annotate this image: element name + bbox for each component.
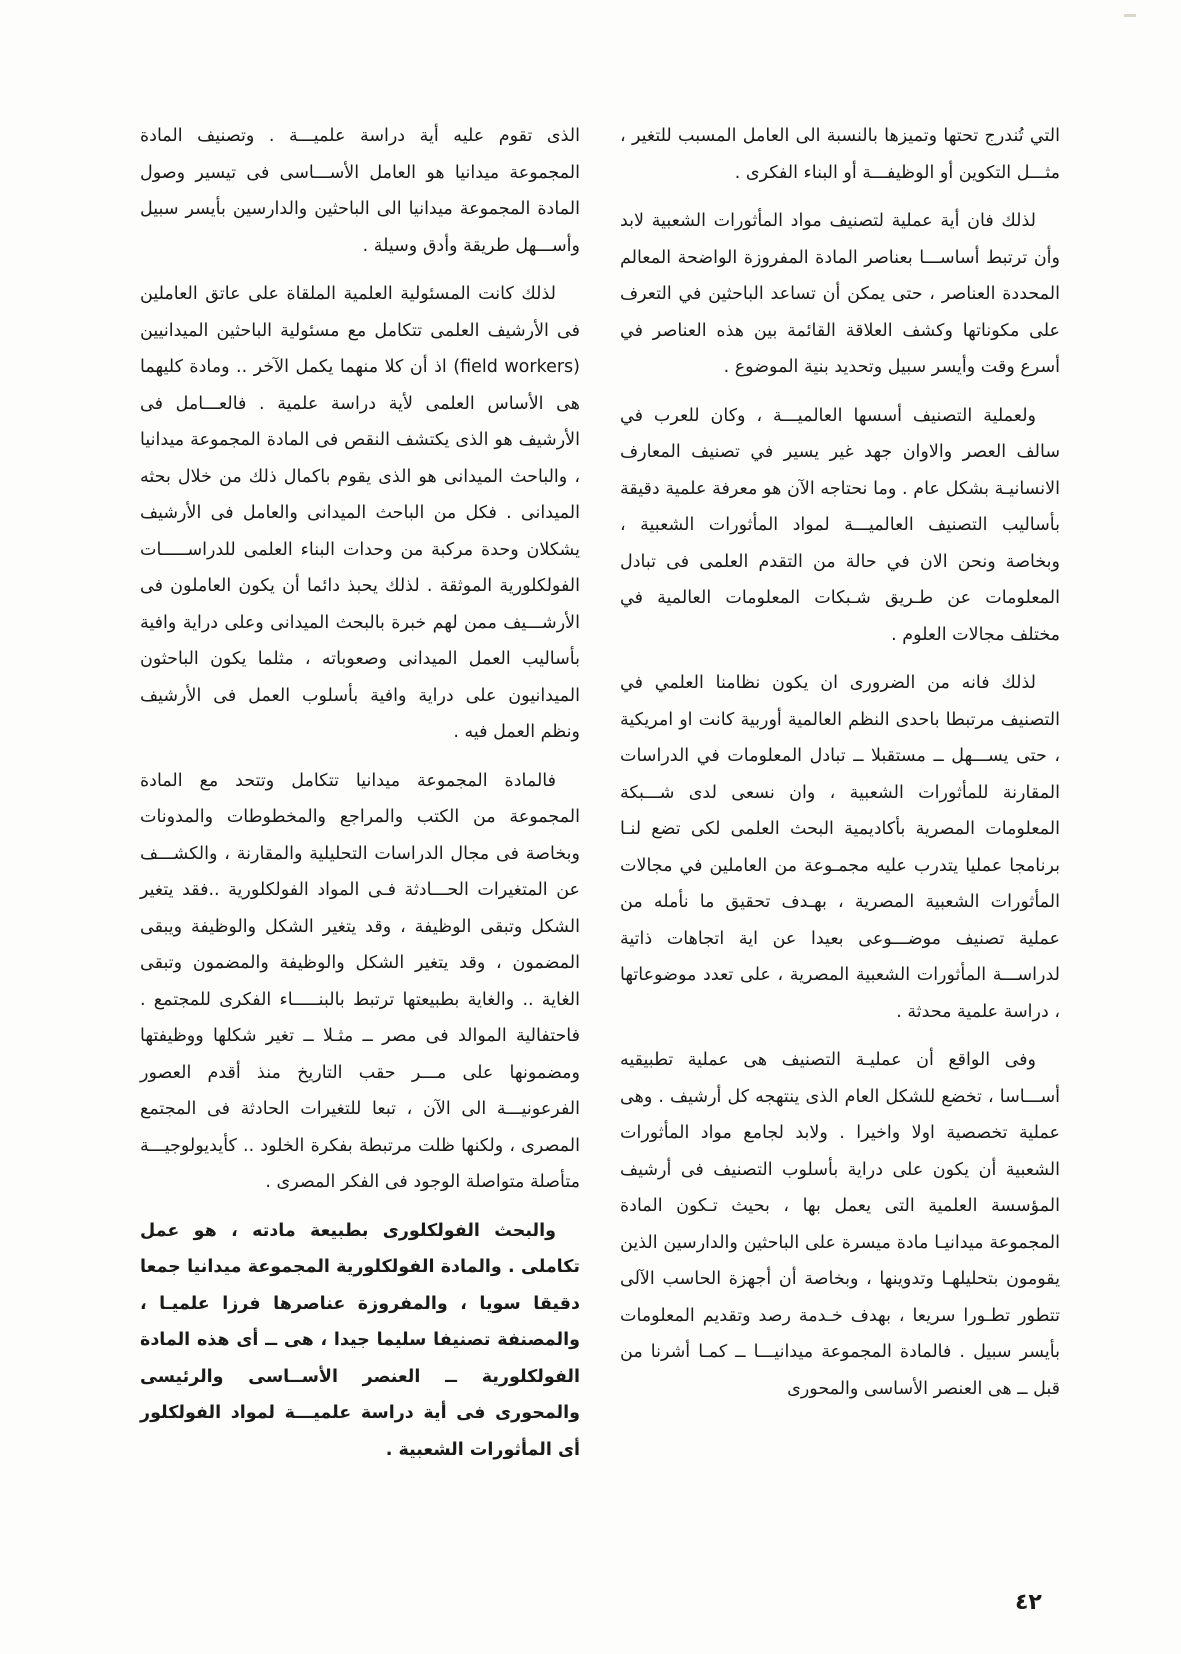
paragraph: ولعملية التصنيف أسسها العالميـــة ، وكان للعرب في سالف العصر والاوان جهد غير يسير في تصنيف المعارف الانسانيـة بشكل عام . وما نحتاجه الآن هو معرفة علمية دقيقة بأساليب التصنيف العالميـــة لمواد المأثورات الشعبية ، وبخاصة ونحن الان في حالة من التقدم العلمى فى تبادل المعلومات عن طـريق شـبكات المعلومات العالمية في مختلف مجالات العلوم .	[620, 405, 1060, 645]
paragraph: لذلك كانت المسئولية العلمية الملقاة على عاتق العاملين فى الأرشيف العلمى تتكامل مع مسئولية الباحثين الميدانيين (field workers) اذ أن كلا منهما يكمل الآخر .. ومادة كليهما هى الأساس العلمى لأية دراسة علمية . فالعـــامل فى الأرشيف هو الذى يكتشف النقص فى المادة المجموعة ميدانيا ، والباحث الميدانى هو الذى يقوم باكمال ذلك من خلال بحثه الميدانى . فكل من الباحث الميدانى والعامل فى الأرشيف يشكلان وحدة مركبة من وحدات البناء العلمى للدراســـــات الفولكلورية الموثقة . لذلك يحبذ دائما أن يكون العاملون فى الأرشـــيف ممن لهم خبرة بالبحث الميدانى وعلى دراية وافية بأساليب العمل الميدانى وصعوباته ، مثلما يكون الباحثون الميدانيون على دراية وافية بأسلوب العمل فى الأرشيف ونظم العمل فيه .	[140, 284, 580, 742]
scan-speck	[1124, 14, 1136, 17]
paragraph: التي تُندرج تحتها وتميزها بالنسبة الى العامل المسبب للتغير ، مثـــل التكوين أو الوظيفـــة أو البناء الفكرى .	[620, 126, 1060, 183]
paragraph: وفى الواقع أن عمليـة التصنيف هى عملية تطبيقيه أســـاسا ، تخضع للشكل العام الذى ينتهجه كل أرشيف . وهى عملية تخصصية اولا واخيرا . ولابد لجامع مواد المأثورات الشعبية أن يكون على دراية بأسلوب التصنيف فى أرشيف المؤسسة العلمية التى يعمل بها ، بحيث تـكون المادة المجموعة ميدانيـا مادة ميسرة على الباحثين والدارسين الذين يقومون بتحليلهـا وتدوينها ، وبخاصة أن أجهزة الحاسب الآلى تتطور تطـورا سريعا ، بهدف خـدمة رصد وتقديم المعلومات بأيسر سبيل . فالمادة المجموعة ميدانيـــا ــ كمـا أشرنا من قبل ــ هى العنصر الأساسى والمحورى	[620, 1050, 1060, 1399]
paragraph: لذلك فانه من الضرورى ان يكون نظامنا العلمي في التصنيف مرتبطا باحدى النظم العالمية أوربية كانت او امريكية ، حتى يســـهل ــ مستقبلا ــ تبادل المعلومات في الدراسات المقارنة للمأثورات الشعبية ، وان نسعى لدى شـــبكة المعلومات المصرية بأكاديمية البحث العلمى لكى تضع لنـا برنامجا عمليا يتدرب عليه مجمـوعة من العاملين في مجالات المأثورات الشعبية المصرية ، بهـدف تحقيق ما نأمله من عملية تصنيف موضـــوعى بعيدا عن اية اتجاهات ذاتية لدراســـة المأثورات الشعبية المصرية ، على تعدد موضوعاتها ، دراسة علمية محدثة .	[620, 673, 1060, 1022]
paragraph: والبحث الفولكلورى بطبيعة مادته ، هو عمل تكاملى . والمادة الفولكلورية المجموعة ميدانيا جمعا دقيقا سويا ، والمفروزة عناصرها فرزا علميـا ، والمصنفة تصنيفا سليما جيدا ، هى ــ أى هذه المادة الفولكلورية ــ العنصر الأســاسى والرئيسى والمحورى فى أية دراسة علميـــة لمواد الفولكلور أى المأثورات الشعبية .	[140, 1220, 580, 1460]
paragraph: لذلك فان أية عملية لتصنيف مواد المأثورات الشعبية لابد وأن ترتبط أساســـا بعناصر المادة المفروزة الواضحة المعالم المحددة العناصر ، حتى يمكن أن تساعد الباحثين في التعرف على مكوناتها وكشف العلاقة القائمة بين هذه العناصر في أسرع وقت وأيسر سبيل وتحديد بنية الموضوع .	[620, 211, 1060, 377]
page-number: ٤٢	[1015, 1590, 1042, 1615]
paragraph: الذى تقوم عليه أية دراسة علميـــة . وتصنيف المادة المجموعة ميدانيا هو العامل الأســـاسى فى تيسير وصول المادة المجموعة ميدانيا الى الباحثين والدارسين بأيسر سبيل وأســـهل طريقة وأدق وسيلة .	[140, 126, 580, 256]
right-text-column	[620, 118, 1060, 1419]
paragraph: فالمادة المجموعة ميدانيا تتكامل وتتحد مع المادة المجموعة من الكتب والمراجع والمخطوطات والمدونات وبخاصة فى مجال الدراسات التحليلية والمقارنة ، والكشـــف عن المتغيرات الحـــادثة فـى المواد الفولكلورية ..فقد يتغير الشكل وتبقى الوظيفة ، وقد يتغير الشكل والوظيفة ويبقى المضمون ، وقد يتغير الشكل والوظيفة والمضمون وتبقى الغاية .. والغاية بطبيعتها ترتبط بالبنـــــاء الفكرى للمجتمع . فاحتفالية الموالد فى مصر ــ مثـلا ــ تغير شكلها ووظيفتها ومضمونها على مـــر حقب التاريخ منذ أقدم العصور الفرعونيـــة الى الآن ، تبعا للتغيرات الحادثة فى المجتمع المصرى ، ولكنها ظلت مرتبطة بفكرة الخلود .. كأيديولوجيـــة متأصلة متواصلة الوجود فى الفكر المصرى .	[140, 770, 580, 1192]
left-text-column	[140, 118, 580, 1480]
